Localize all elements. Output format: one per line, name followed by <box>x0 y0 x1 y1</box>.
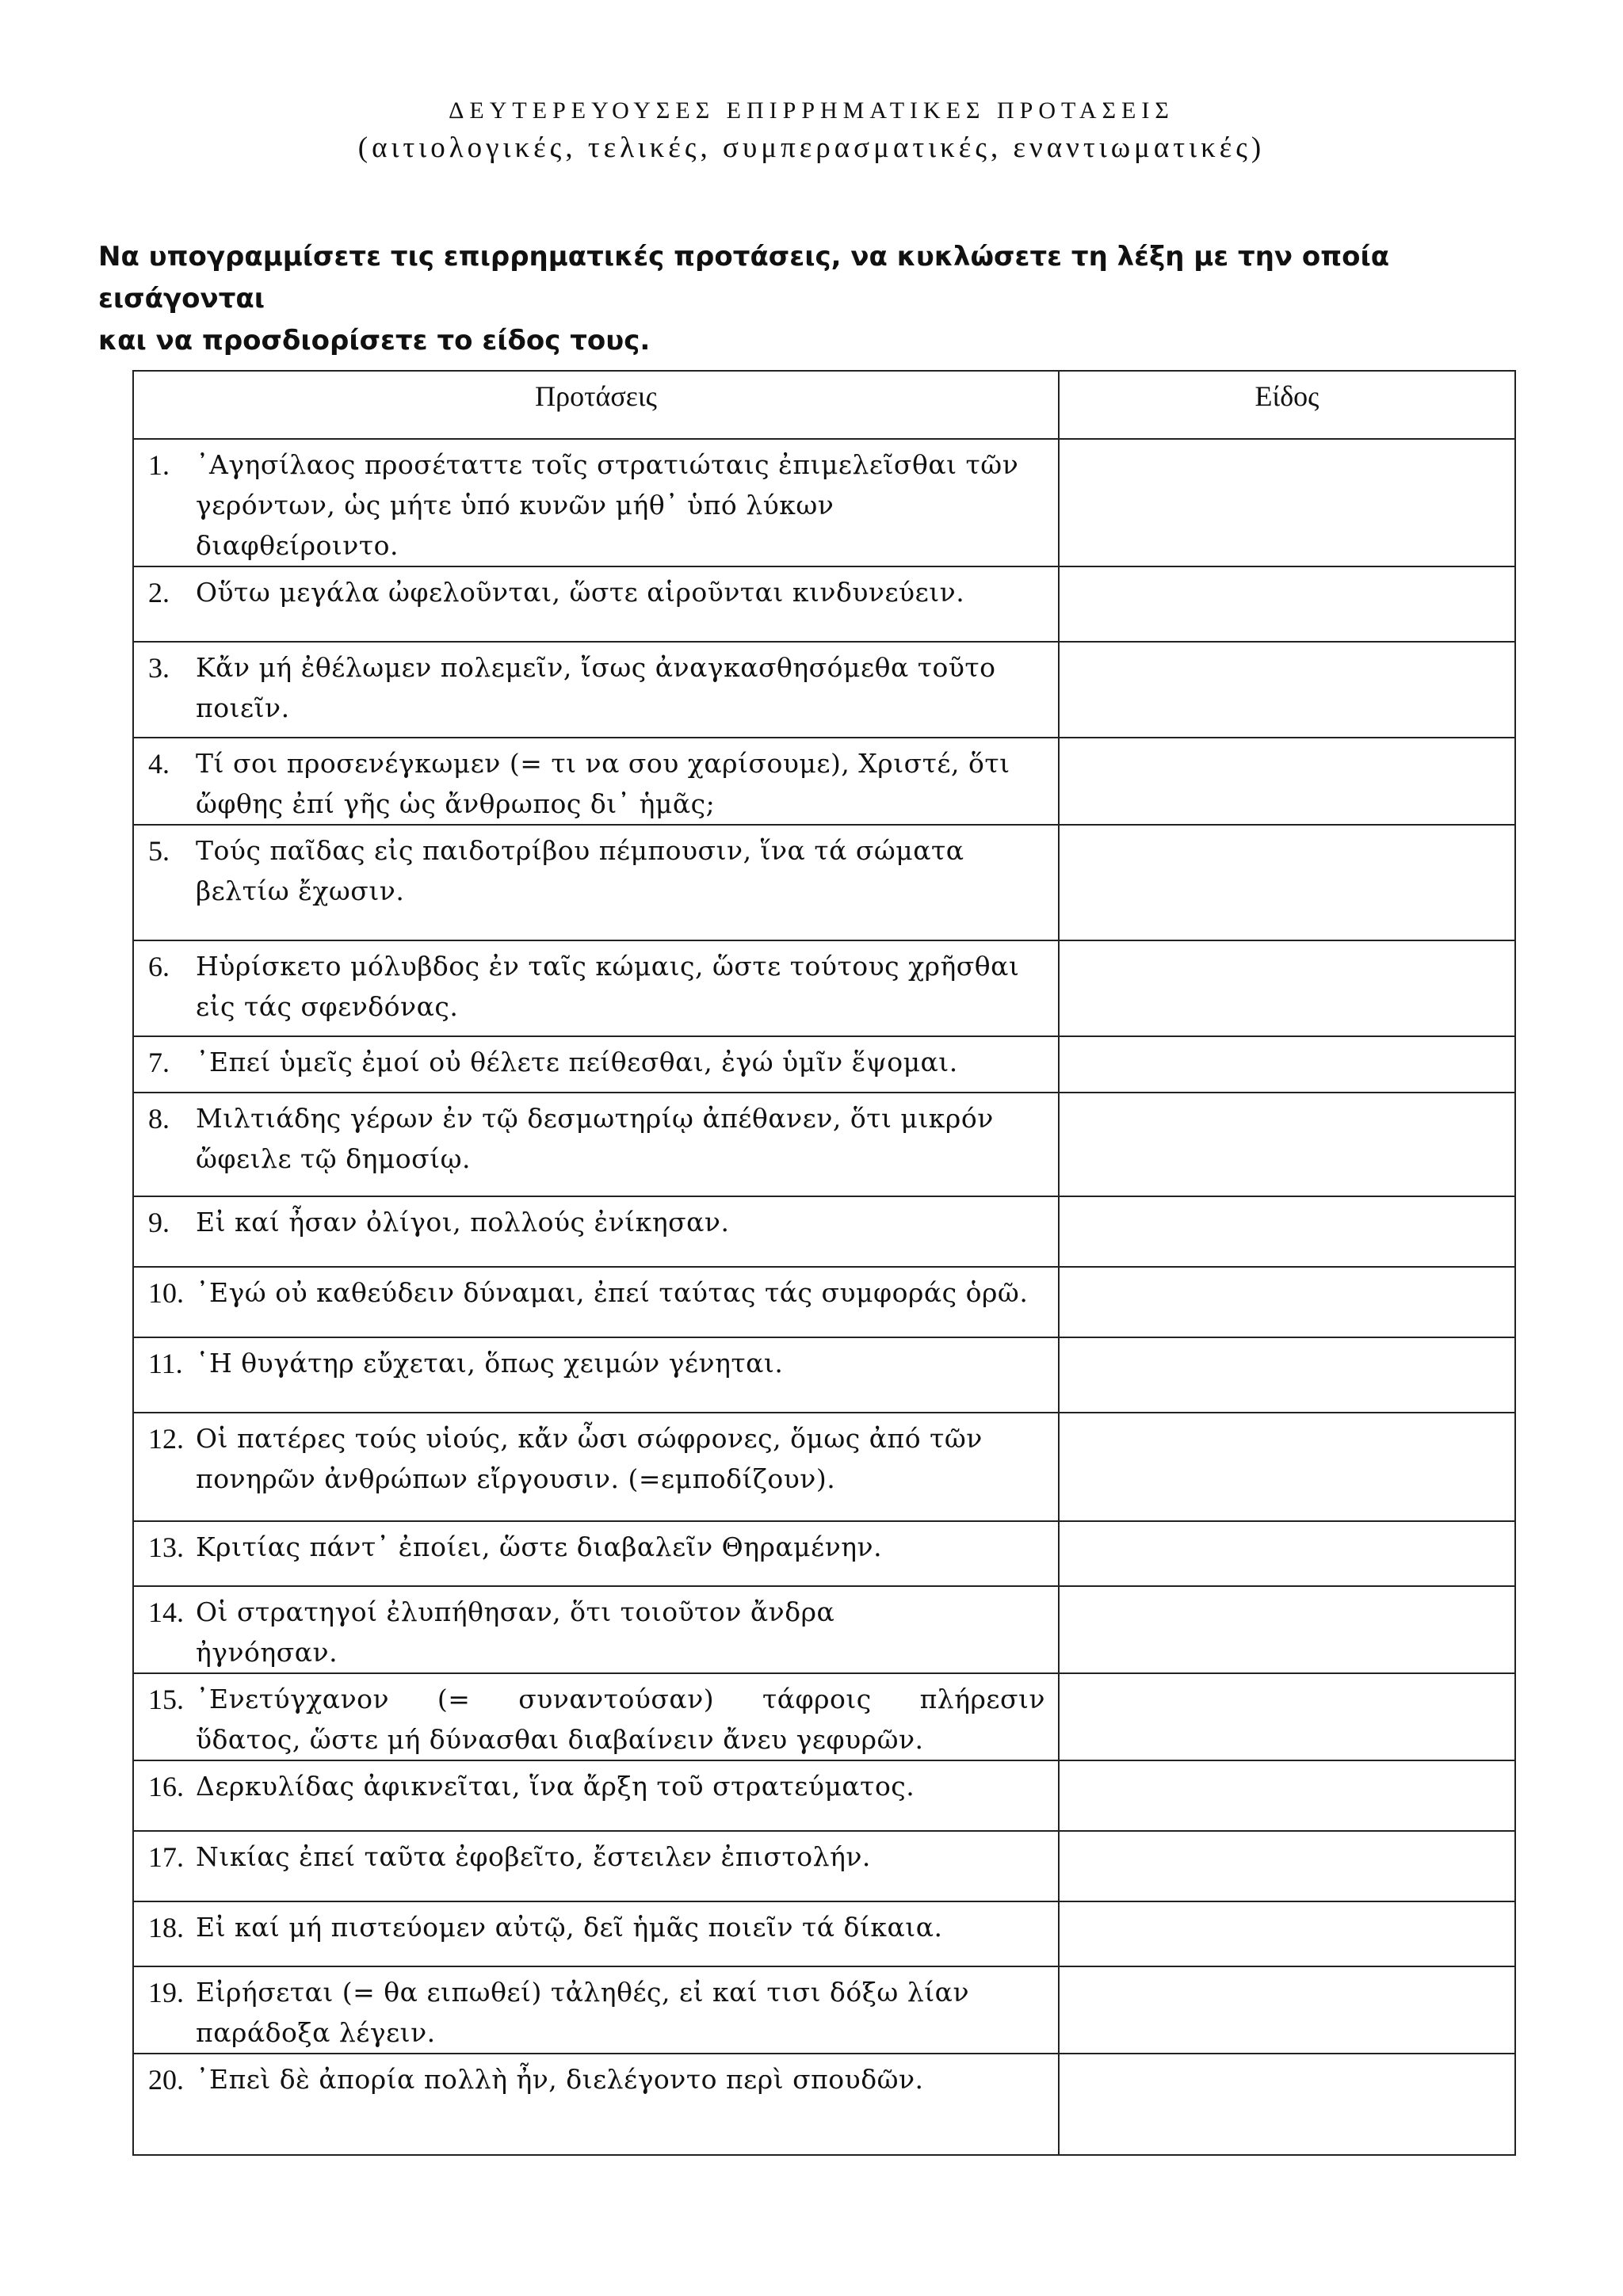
table-row <box>133 2054 1515 2155</box>
answer-cell[interactable] <box>1059 1673 1515 1760</box>
sentence-line: βελτίω ἔχωσιν. <box>196 875 405 906</box>
sentence-text <box>196 1202 1045 1243</box>
instructions-line-1: Να υπογραμμίσετε τις επιρρηματικές προτάσεις, να κυκλώσετε τη λέξη με την οποία εισάγονται <box>98 241 1390 315</box>
sentence-line: ὤφειλε τῷ δημοσίῳ. <box>196 1143 472 1174</box>
sentence-cell <box>133 1267 1059 1337</box>
sentence-cell <box>133 1760 1059 1831</box>
table-row <box>133 1586 1515 1673</box>
table-row <box>133 1267 1515 1337</box>
sentence-number: 19. <box>148 1977 184 2008</box>
table-row <box>133 738 1515 825</box>
sentence-line: Τί σοι προσενέγκωμεν (= τι να σου χαρίσουμε), Χριστέ, ὅτι <box>196 748 1010 779</box>
sentence-line: Οἱ στρατηγοί ἐλυπήθησαν, ὅτι τοιοῦτον ἄνδρα <box>196 1596 835 1627</box>
sentence-number: 20. <box>148 2064 184 2096</box>
sentence-cell <box>133 1196 1059 1267</box>
table-row <box>133 1966 1515 2054</box>
table-row <box>133 1036 1515 1093</box>
sentence-line: Εἰρήσεται (= θα ειπωθεί) τἀληθές, εἰ καί τισι δόξω λίαν <box>196 1977 970 2008</box>
exercise-table <box>132 370 1516 2156</box>
answer-cell[interactable] <box>1059 738 1515 825</box>
sentence-number: 17. <box>148 1841 184 1873</box>
answer-cell[interactable] <box>1059 1196 1515 1267</box>
sentence-cell <box>133 1831 1059 1901</box>
answer-cell[interactable] <box>1059 1760 1515 1831</box>
header-type: Είδος <box>1059 371 1515 439</box>
table-row <box>133 566 1515 642</box>
sentence-cell <box>133 1337 1059 1413</box>
sentence-number: 1. <box>148 449 170 481</box>
sentence-line: γερόντων, ὡς μήτε ὑπό κυνῶν μήθ᾿ ὑπό λύκων διαφθείροιντο. <box>196 490 834 561</box>
sentence-text <box>196 1907 1045 1948</box>
sentence-line: Οἱ πατέρες τούς υἱούς, κἄν ὦσι σώφρονες, ὅμως ἀπό τῶν <box>196 1423 983 1454</box>
sentence-line: Κριτίας πάντ᾿ ἐποίει, ὥστε διαβαλεῖν Θηραμένην. <box>196 1531 883 1562</box>
sentence-text <box>196 1972 1045 2053</box>
sentence-number: 10. <box>148 1277 184 1309</box>
sentence-text <box>196 830 1045 911</box>
sentence-number: 3. <box>148 652 170 684</box>
sentence-text <box>196 572 1045 613</box>
table-row <box>133 1521 1515 1586</box>
sentence-cell <box>133 566 1059 642</box>
sentence-text <box>196 1592 1045 1672</box>
sentence-number: 13. <box>148 1531 184 1563</box>
sentence-number: 2. <box>148 577 170 608</box>
sentence-cell <box>133 825 1059 940</box>
answer-cell[interactable] <box>1059 1901 1515 1966</box>
answer-cell[interactable] <box>1059 1337 1515 1413</box>
sentence-text <box>196 1418 1045 1499</box>
sentence-line: Τούς παῖδας εἰς παιδοτρίβου πέμπουσιν, ἵνα τά σώματα <box>196 835 964 866</box>
sentence-cell <box>133 1036 1059 1093</box>
sentence-number: 5. <box>148 835 170 867</box>
sentence-text <box>196 1042 1045 1083</box>
sentence-text <box>196 1272 1045 1314</box>
sentence-text <box>196 1527 1045 1568</box>
sentence-line: Ηὑρίσκετο μόλυβδος ἐν ταῖς κώμαις, ὥστε τούτους χρῆσθαι <box>196 951 1020 982</box>
title-line-2: (αιτιολογικές, τελικές, συμπερασματικές, εναντιωματικές) <box>357 132 1266 164</box>
answer-cell[interactable] <box>1059 1966 1515 2054</box>
sentence-text <box>196 647 1045 728</box>
answer-cell[interactable] <box>1059 642 1515 738</box>
instructions <box>98 236 1493 362</box>
sentence-text <box>196 444 1045 566</box>
sentence-number: 4. <box>148 748 170 780</box>
sentence-cell <box>133 439 1059 566</box>
table-header-row <box>133 371 1515 439</box>
answer-cell[interactable] <box>1059 439 1515 566</box>
sentence-line: εἰς τάς σφενδόνας. <box>196 991 459 1022</box>
table-row <box>133 439 1515 566</box>
sentence-line: ὕδατος, ὥστε μή δύνασθαι διαβαίνειν ἄνευ γεφυρῶν. <box>196 1724 924 1755</box>
sentence-number: 7. <box>148 1047 170 1078</box>
table-row <box>133 642 1515 738</box>
sentence-number: 8. <box>148 1103 170 1135</box>
sentence-number: 14. <box>148 1596 184 1628</box>
sentence-number: 11. <box>148 1348 183 1379</box>
answer-cell[interactable] <box>1059 1093 1515 1196</box>
sentence-text <box>196 1836 1045 1878</box>
sentence-number: 12. <box>148 1423 184 1455</box>
sentence-number: 16. <box>148 1771 184 1802</box>
answer-cell[interactable] <box>1059 825 1515 940</box>
sentence-text <box>196 1766 1045 1807</box>
sentence-line: Δερκυλίδας ἀφικνεῖται, ἵνα ἄρξη τοῦ στρατεύματος. <box>196 1771 915 1802</box>
sentence-number: 9. <box>148 1207 170 1238</box>
table-row <box>133 1831 1515 1901</box>
sentence-line: ᾿Επεὶ δὲ ἀπορία πολλὴ ἦν, διελέγοντο περὶ σπουδῶν. <box>196 2064 924 2095</box>
sentence-cell <box>133 1413 1059 1521</box>
worksheet-title <box>0 93 1623 168</box>
sentence-line: ᾿Ενετύγχανον (= συναντούσαν) τάφροις πλήρεσιν <box>196 1684 1045 1714</box>
sentence-text <box>196 1343 1045 1384</box>
title-line-1: ΔΕΥΤΕΡΕΥΟΥΣΕΣ ΕΠΙΡΡΗΜΑΤΙΚΕΣ ΠΡΟΤΑΣΕΙΣ <box>449 97 1174 124</box>
sentence-text <box>196 2059 1045 2100</box>
sentence-line: ἠγνόησαν. <box>196 1637 338 1668</box>
instructions-line-2: και να προσδιορίσετε το είδος τους. <box>98 325 651 357</box>
sentence-line: ὤφθης ἐπί γῆς ὡς ἄνθρωπος δι᾿ ἡμᾶς; <box>196 788 716 819</box>
sentence-line: Κἄν μή ἐθέλωμεν πολεμεῖν, ἴσως ἀναγκασθησόμεθα τοῦτο <box>196 652 996 683</box>
answer-cell[interactable] <box>1059 1267 1515 1337</box>
sentence-cell <box>133 1901 1059 1966</box>
sentence-number: 15. <box>148 1684 184 1715</box>
sentence-line: Εἰ καί μή πιστεύομεν αὐτῷ, δεῖ ἡμᾶς ποιεῖν τά δίκαια. <box>196 1912 943 1943</box>
sentence-cell <box>133 642 1059 738</box>
sentence-line: ποιεῖν. <box>196 692 290 723</box>
sentence-line: παράδοξα λέγειν. <box>196 2017 436 2048</box>
sentence-line: ῾Η θυγάτηρ εὔχεται, ὅπως χειμών γένηται. <box>196 1348 784 1379</box>
sentence-cell <box>133 738 1059 825</box>
sentence-line: Νικίας ἐπεί ταῦτα ἐφοβεῖτο, ἔστειλεν ἐπιστολήν. <box>196 1841 871 1872</box>
table-row <box>133 1196 1515 1267</box>
answer-cell[interactable] <box>1059 1413 1515 1521</box>
answer-cell[interactable] <box>1059 1036 1515 1093</box>
table-row <box>133 1093 1515 1196</box>
table-row <box>133 1760 1515 1831</box>
sentence-line: Οὕτω μεγάλα ὠφελοῦνται, ὥστε αἱροῦνται κινδυνεύειν. <box>196 577 965 608</box>
sentence-line: ᾿Επεί ὑμεῖς ἐμοί οὐ θέλετε πείθεσθαι, ἐγώ ὑμῖν ἕψομαι. <box>196 1047 958 1077</box>
sentence-cell <box>133 1586 1059 1673</box>
answer-cell[interactable] <box>1059 1831 1515 1901</box>
sentence-cell <box>133 1093 1059 1196</box>
sentence-text <box>196 1098 1045 1179</box>
answer-cell[interactable] <box>1059 1586 1515 1673</box>
sentence-cell <box>133 940 1059 1036</box>
sentence-text <box>196 946 1045 1027</box>
sentence-line: πονηρῶν ἀνθρώπων εἴργουσιν. (=εμποδίζουν). <box>196 1463 836 1494</box>
table-row <box>133 940 1515 1036</box>
sentence-cell <box>133 1966 1059 2054</box>
table-row <box>133 825 1515 940</box>
answer-cell[interactable] <box>1059 566 1515 642</box>
answer-cell[interactable] <box>1059 940 1515 1036</box>
sentence-line: Εἰ καί ἦσαν ὀλίγοι, πολλούς ἐνίκησαν. <box>196 1207 730 1238</box>
table-row <box>133 1901 1515 1966</box>
answer-cell[interactable] <box>1059 1521 1515 1586</box>
sentence-text <box>196 743 1045 824</box>
sentence-line: ᾿Αγησίλαος προσέταττε τοῖς στρατιώταις ἐπιμελεῖσθαι τῶν <box>196 449 1019 480</box>
sentence-cell <box>133 2054 1059 2155</box>
table-row <box>133 1337 1515 1413</box>
answer-cell[interactable] <box>1059 2054 1515 2155</box>
header-sentences: Προτάσεις <box>133 371 1059 439</box>
sentence-cell <box>133 1673 1059 1760</box>
sentence-number: 6. <box>148 951 170 982</box>
sentence-line: Μιλτιάδης γέρων ἐν τῷ δεσμωτηρίῳ ἀπέθανεν, ὅτι μικρόν <box>196 1103 994 1134</box>
sentence-number: 18. <box>148 1912 184 1943</box>
table-row <box>133 1413 1515 1521</box>
sentence-cell <box>133 1521 1059 1586</box>
table-row <box>133 1673 1515 1760</box>
sentence-line: ᾿Εγώ οὐ καθεύδειν δύναμαι, ἐπεί ταύτας τάς συμφοράς ὁρῶ. <box>196 1277 1029 1308</box>
sentence-text <box>196 1679 1045 1760</box>
